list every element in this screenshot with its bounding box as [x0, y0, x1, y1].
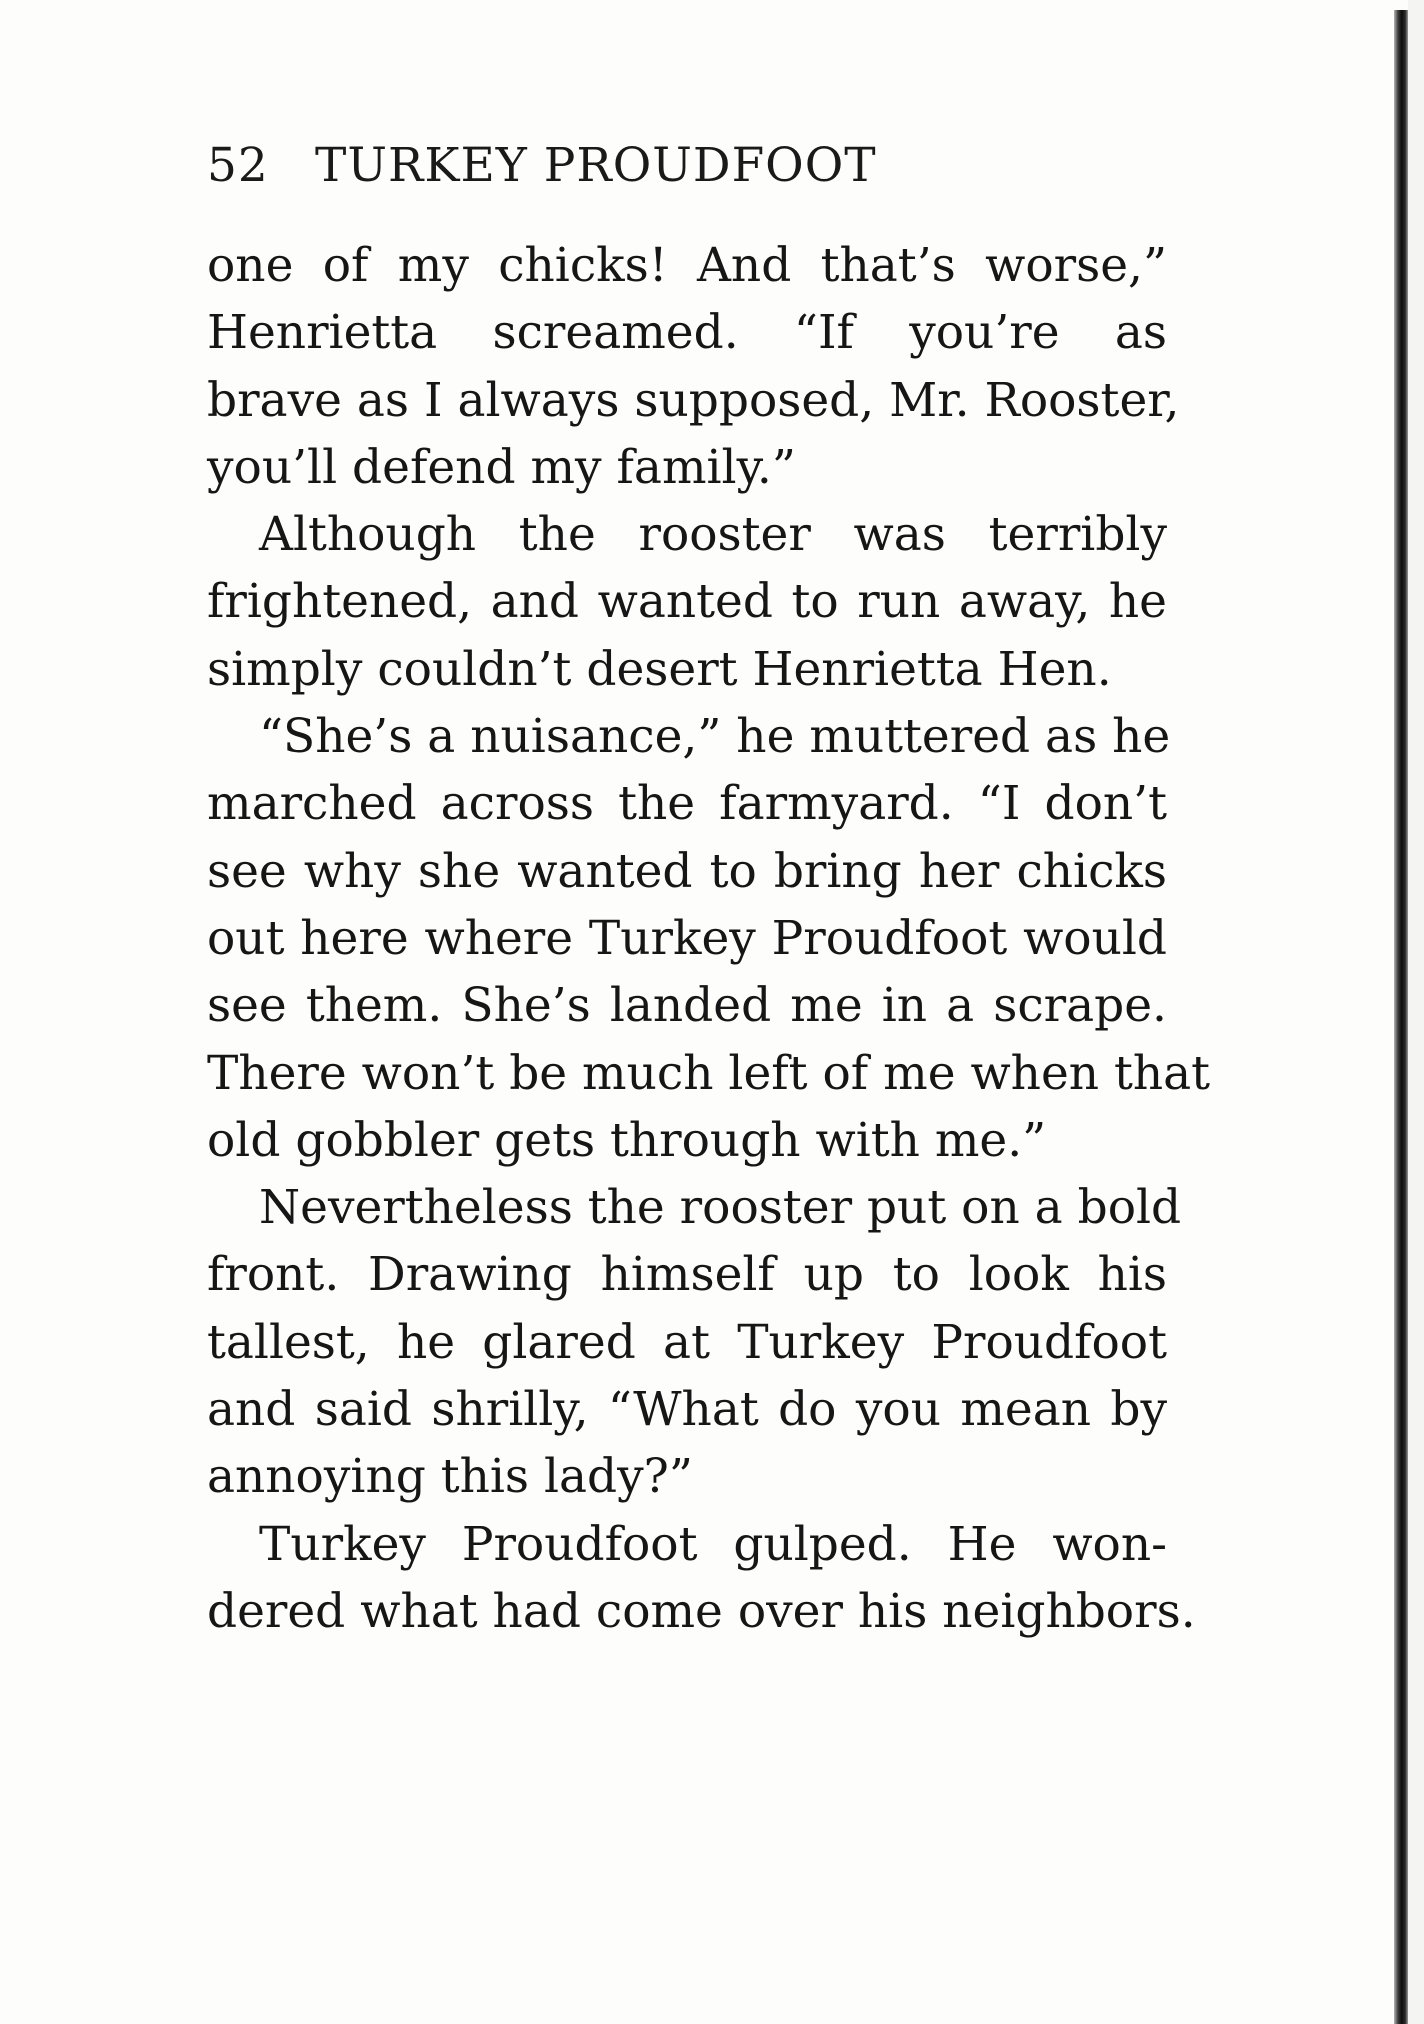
text-line: one of my chicks! And that’s worse,”	[207, 238, 1167, 293]
text-line: Although the rooster was terribly	[259, 507, 1167, 563]
running-head	[207, 138, 1007, 193]
text-line: There won’t be much left of me when that	[207, 1045, 1211, 1101]
text-line: Henrietta screamed. “If you’re as	[207, 305, 1167, 361]
text-line: brave as I always supposed, Mr. Rooster,	[207, 372, 1180, 428]
page-number: 52	[207, 138, 269, 193]
text-line: Nevertheless the rooster put on a bold	[259, 1180, 1182, 1236]
text-line: simply couldn’t desert Henrietta Hen.	[207, 641, 1112, 697]
text-line: frightened, and wanted to run away, he	[207, 574, 1167, 630]
page-gutter-shadow	[1394, 10, 1408, 2024]
text-line: dered what had come over his neighbors.	[207, 1583, 1196, 1639]
paragraph	[207, 501, 1167, 703]
text-line: old gobbler gets through with me.”	[207, 1112, 1047, 1168]
text-line: front. Drawing himself up to look his	[207, 1247, 1167, 1303]
page-edge	[1408, 0, 1424, 2024]
text-line: “She’s a nuisance,” he muttered as he	[259, 709, 1171, 765]
running-title: TURKEY PROUDFOOT	[315, 138, 877, 193]
text-line: Turkey Proudfoot gulped. He won-	[259, 1516, 1167, 1572]
text-line: and said shrilly, “What do you mean by	[207, 1382, 1167, 1438]
text-line: out here where Turkey Proudfoot would	[207, 910, 1167, 966]
text-line: tallest, he glared at Turkey Proudfoot	[207, 1314, 1167, 1370]
text-line: you’ll defend my family.”	[207, 439, 796, 495]
text-line: annoying this lady?”	[207, 1449, 693, 1505]
paragraph	[207, 1174, 1182, 1510]
body-text	[207, 232, 1211, 1645]
paragraph	[207, 232, 1180, 501]
paragraph	[207, 1511, 1196, 1646]
text-line: see them. She’s landed me in a scrape.	[207, 978, 1167, 1034]
paragraph	[207, 703, 1211, 1174]
text-line: see why she wanted to bring her chicks	[207, 843, 1167, 899]
text-line: marched across the farmyard. “I don’t	[207, 776, 1167, 832]
